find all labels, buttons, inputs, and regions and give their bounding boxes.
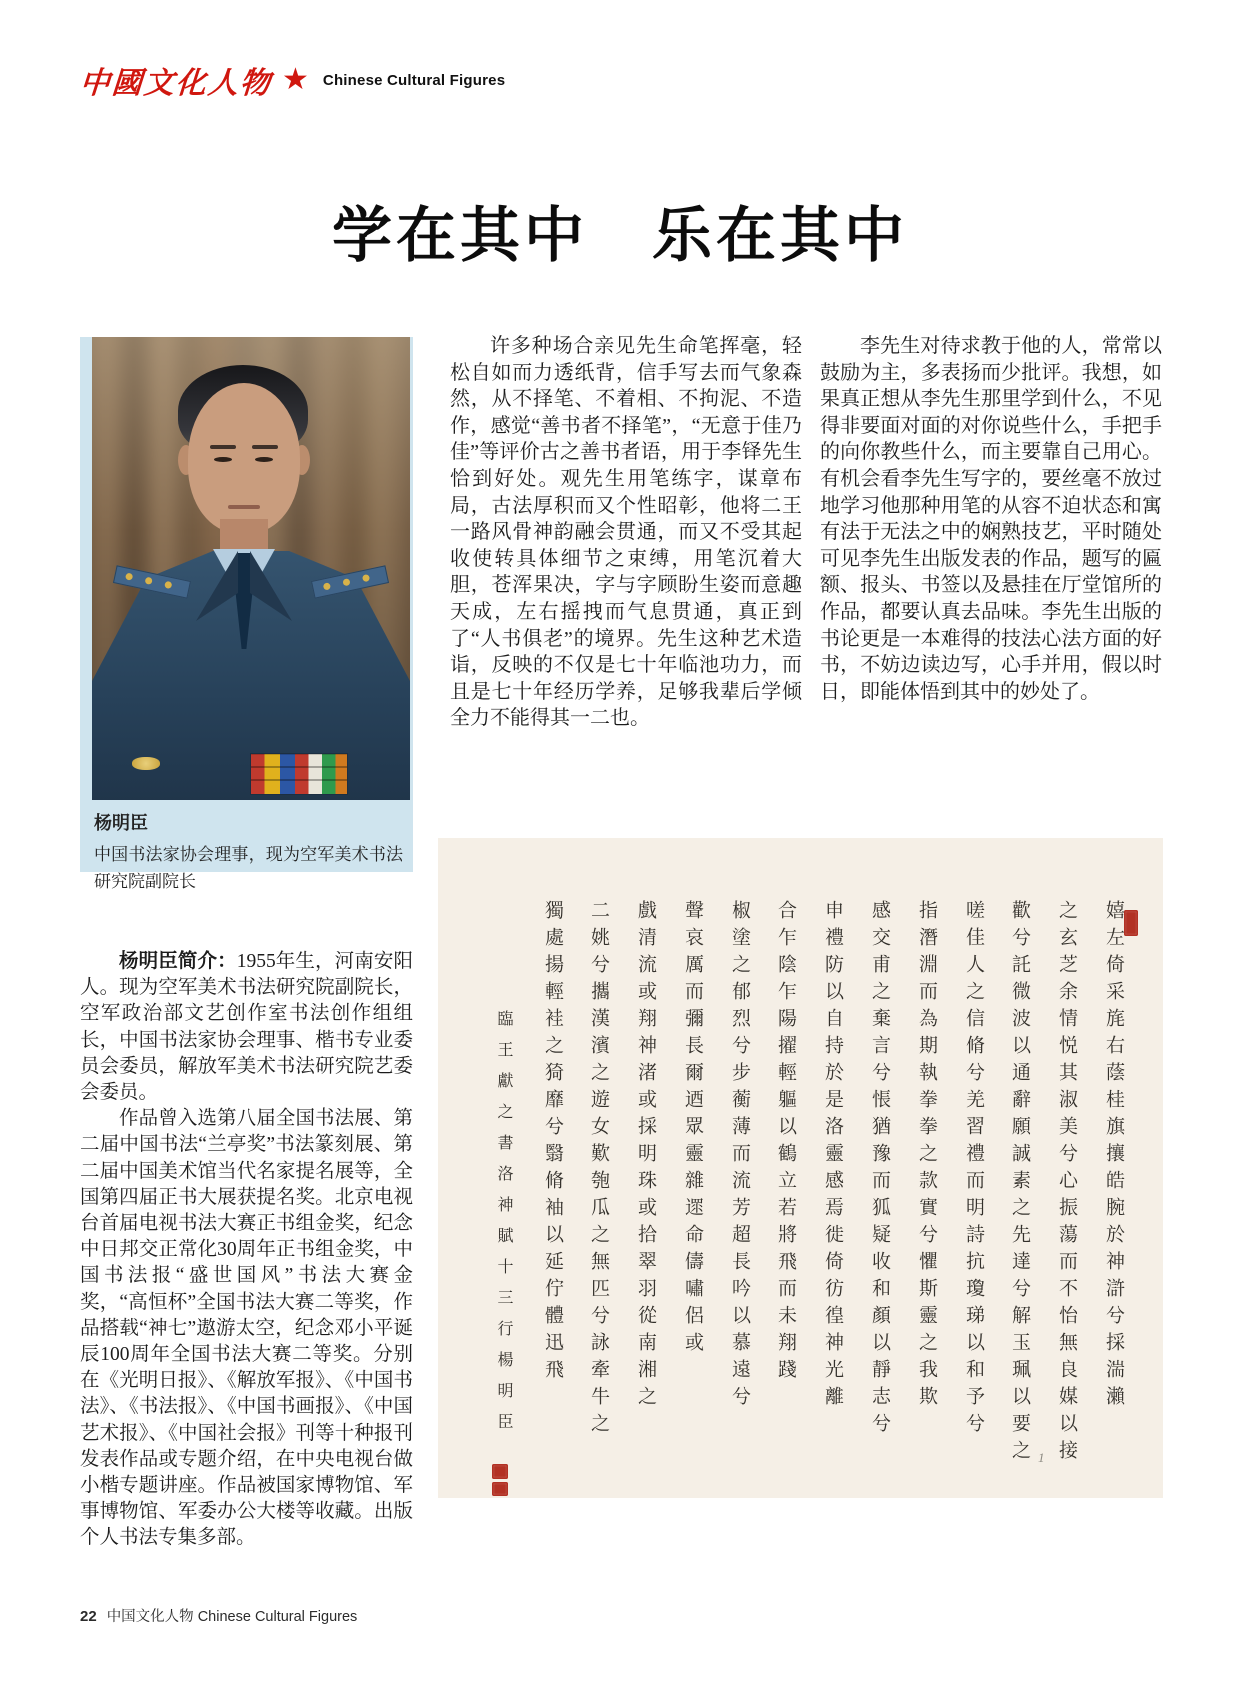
calligraphy-column: 聲哀厲而彌長爾迺眾靈雜遝命儔嘯侶或 [682,900,703,1359]
biography-paragraph [80,948,413,1106]
calligraphy-column: 申禮防以自持於是洛靈感焉徙倚彷徨神光離 [822,900,843,1413]
calligraphy-column: 感交甫之棄言兮悵猶豫而狐疑收和顏以靜志兮 [869,900,890,1440]
portrait-eyebrow [210,445,236,449]
portrait-face [188,383,300,533]
calligraphy-column: 嬉左倚采旄右蔭桂旗攘皓腕於神滸兮採湍瀨 [1103,900,1124,1413]
biography-label: 杨明臣简介： [119,950,237,972]
calligraphy-column: 歡兮託微波以通辭願誠素之先達兮解玉珮以要之 [1009,900,1030,1467]
caption-name: 杨明臣 [94,813,148,833]
calligraphy-artwork [438,838,1163,1498]
photo-caption [94,809,403,895]
artwork-page-marker: 1 [1038,1450,1045,1465]
article-title: 学在其中 乐在其中 [332,203,908,270]
portrait-eyebrow [252,445,278,449]
calligraphy-column: 指潛淵而為期執拳拳之款實兮懼斯靈之我欺 [916,900,937,1413]
page-number: 22 [80,1608,97,1625]
magazine-logo-english: Chinese Cultural Figures [322,71,506,89]
star-icon: ★ [282,63,309,96]
article-paragraph: 许多种场合亲见先生命笔挥毫，轻松自如而力透纸背，信手写去而气象森然，从不择笔、不着相、不拘泥、不造作，感觉“善书者不择笔”，“无意于佳乃佳”等评价古之善书者语，用于李铎先生恰到好处。观先生用笔练字，谋章布局，古法厚积而又个性昭彰，他将二王一路风骨神韵融会贯通，而又不受其起收使转具体细节之束缚，用笔沉着大胆，苍浑果决，字与字顾盼生姿而意趣天成，左右摇拽而气息贯通，真正到了“人书俱老”的境界。先生这种艺术造诣，反映的不仅是七十年临池功力，而且是七十年经历学养，足够我辈后学倾全力不能得其一二也。 [450,335,802,730]
portrait-photo [92,337,410,800]
calligraphy-column: 椒塗之郁烈兮步蘅薄而流芳超長吟以慕遠兮 [729,900,750,1413]
portrait-eye [214,457,232,462]
artist-seal-icon [492,1482,508,1496]
calligraphy-column: 嗟佳人之信脩兮羌習禮而明詩抗瓊珶以和予兮 [963,900,984,1440]
calligraphy-column: 獨處揚輕袿之猗靡兮翳脩袖以延佇體迅飛 [542,900,563,1386]
magazine-logo-chinese: 中國文化人物 [78,67,273,100]
calligraphy-signature: 臨王獻之書洛神賦十三行楊明臣 [495,1010,512,1444]
portrait-mouth [228,505,260,509]
biography-text: 1955年生，河南安阳人。现为空军美术书法研究院副院长，空军政治部文艺创作室书法创作组组长，中国书法家协会理事、楷书专业委员会委员，解放军美术书法研究院艺委会委员。 [80,951,413,1104]
calligraphy-column: 二姚兮攜漢濱之遊女歎匏瓜之無匹兮詠牽牛之 [588,900,609,1440]
biography-section [80,948,413,1552]
uniform-badge [132,757,160,770]
biography-paragraph: 作品曾入选第八届全国书法展、第二届中国书法“兰亭奖”书法篆刻展、第二届中国美术馆当代名家提名展等，全国第四届正书大展获提名奖。北京电视台首届电视书法大赛正书组金奖，纪念中日邦交正常化30周年正书组金奖，中国书法报“盛世国风”书法大赛金奖，“高恒杯”全国书法大赛二等奖，作品搭载“神七”遨游太空，纪念邓小平诞辰100周年全国书法大赛二等奖。分别在《光明日报》、《解放军报》、《中国书法》、《书法报》、《中国书画报》、《中国艺术报》、《中国社会报》刊等十种报刊发表作品或专题介绍，在中央电视台做小楷专题讲座。作品被国家博物馆、军事博物馆、军委办公大楼等收藏。出版个人书法专集多部。 [80,1108,413,1549]
artist-seal-icon [1124,910,1138,936]
portrait-eye [255,457,273,462]
calligraphy-column: 戲清流或翔神渚或採明珠或拾翠羽從南湘之 [635,900,656,1413]
article-paragraph: 李先生对待求教于他的人，常常以鼓励为主，多表扬而少批评。我想，如果真正想从李先生那里学到什么，不见得非要面对面的对你说些什么，手把手的向你教些什么，而主要靠自己用心。有机会看李先生写字的，要丝毫不放过地学习他那种用笔的从容不迫状态和寓有法于无法之中的娴熟技艺，平时随处可见李先生出版发表的作品，题写的匾额、报头、书签以及悬挂在厅堂馆所的作品，都要认真去品味。李先生出版的书论更是一本难得的技法心法方面的好书，不妨边读边写，心手并用，假以时日，即能体悟到其中的妙处了。 [820,335,1162,703]
article-column-middle [450,333,802,732]
calligraphy-column: 之玄芝余情悦其淑美兮心振蕩而不怡無良媒以接 [1056,900,1077,1467]
portrait-caption-box [80,337,413,891]
footer-text: 中国文化人物 Chinese Cultural Figures [106,1609,358,1625]
calligraphy-column: 合乍陰乍陽擢輕軀以鶴立若將飛而未翔踐 [775,900,796,1386]
page-footer [80,1605,357,1626]
magazine-header [80,60,505,100]
article-column-right [820,333,1162,705]
uniform-ribbon-bars [250,753,348,795]
caption-role: 中国书法家协会理事，现为空军美术书法研究院副院长 [94,845,403,891]
artist-seal-icon [492,1464,508,1479]
